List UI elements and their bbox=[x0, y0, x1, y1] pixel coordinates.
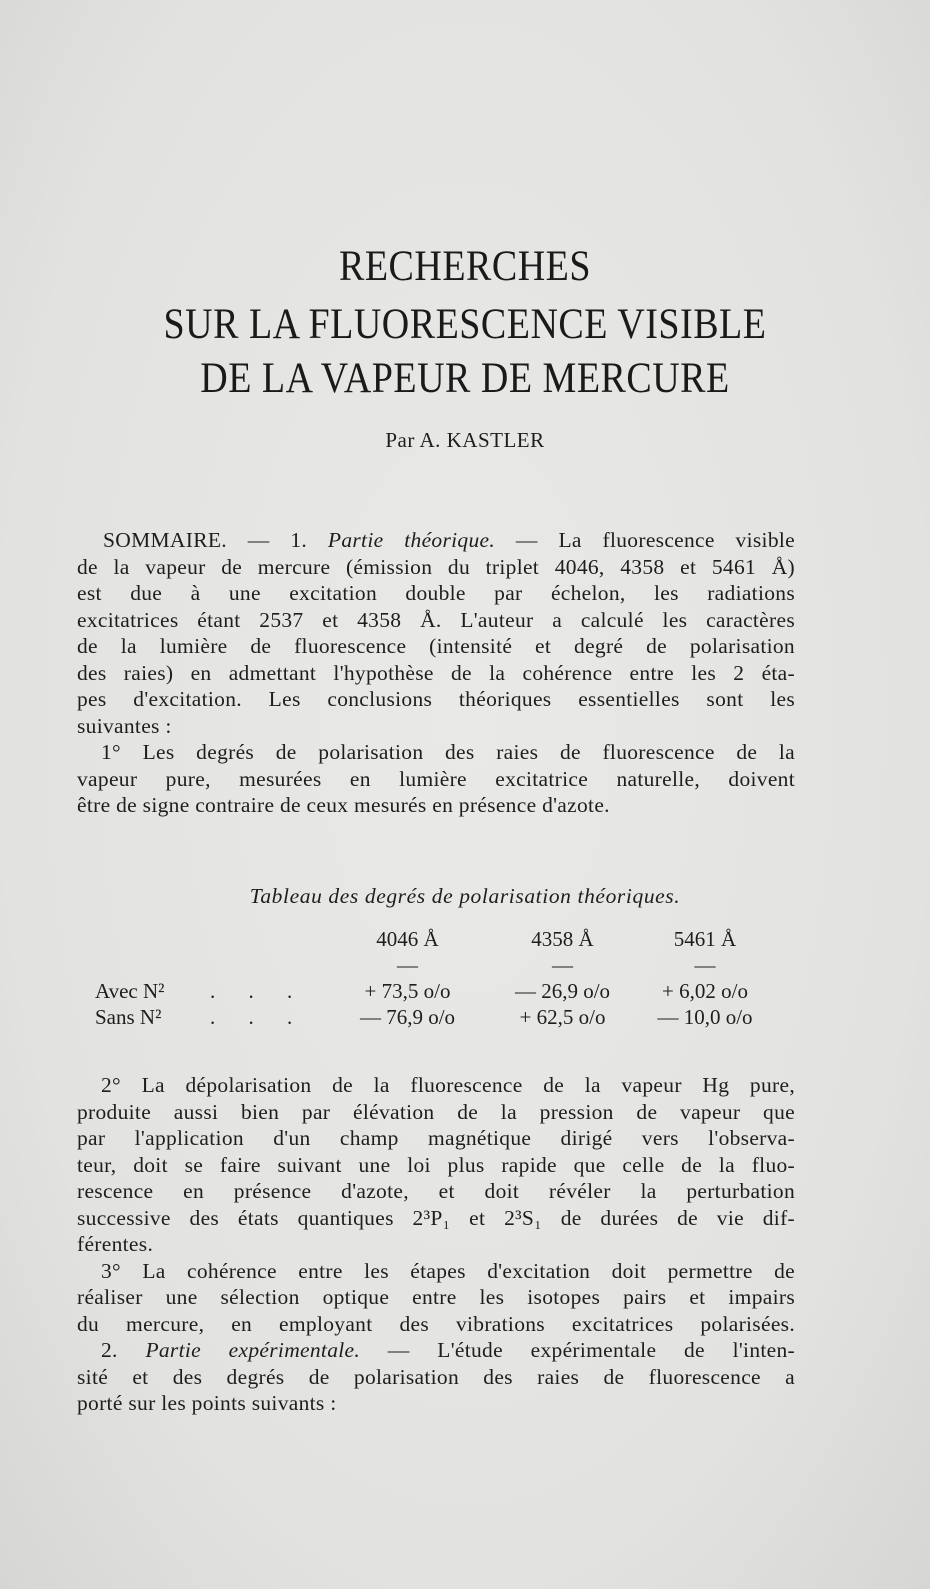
body-line: sité et des degrés de polarisation des raies de fluorescence a bbox=[77, 1364, 795, 1389]
table-cell: + 62,5 o/o bbox=[519, 1004, 606, 1029]
body-line: réaliser une sélection optique entre les isotopes pairs et impairs bbox=[77, 1285, 795, 1309]
table-dash-row bbox=[95, 952, 770, 978]
part2-rest: — L'étude expérimentale de l'inten- bbox=[360, 1338, 795, 1362]
table-row bbox=[95, 1004, 770, 1030]
table-cell: — 76,9 o/o bbox=[359, 1004, 456, 1029]
summary-line: pes d'excitation. Les conclusions théoriques essentielles sont les bbox=[77, 687, 795, 711]
table-header-row bbox=[95, 926, 770, 952]
table-cell: — 26,9 o/o bbox=[514, 978, 611, 1003]
summary-lead: SOMMAIRE. — 1. bbox=[103, 528, 328, 552]
summary-line bbox=[77, 527, 795, 554]
summary-line: de la lumière de fluorescence (intensité et degré de polarisation bbox=[77, 634, 795, 658]
column-header: 4358 Å bbox=[531, 927, 594, 951]
summary-line: des raies) en admettant l'hypothèse de la cohérence entre les 2 éta- bbox=[77, 660, 795, 685]
table-cell: + 6,02 o/o bbox=[662, 978, 748, 1003]
conclusions-paragraph bbox=[77, 1072, 795, 1417]
body-line bbox=[77, 1258, 795, 1285]
summary-line bbox=[77, 739, 795, 766]
part2-number: 2. bbox=[101, 1338, 146, 1362]
leader-dots: . . . bbox=[210, 978, 307, 1003]
table-caption: Tableau des degrés de polarisation théoriques. bbox=[249, 884, 681, 908]
table-cell: — 10,0 o/o bbox=[657, 1004, 753, 1029]
summary-line: excitatrices étant 2537 et 4358 Å. L'auteur a calculé les caractères bbox=[77, 607, 795, 632]
header-rule: — bbox=[552, 952, 573, 977]
row-label: Avec N² bbox=[95, 978, 165, 1003]
part1-heading: Partie théorique. bbox=[327, 528, 496, 552]
part2-heading: Partie expérimentale. bbox=[145, 1338, 361, 1362]
row-label: Sans N² bbox=[95, 1004, 162, 1029]
summary-paragraph bbox=[77, 527, 795, 819]
body-line: successive des états quantiques 2³P₁ et 2³S₁ de durées de vie dif- bbox=[77, 1205, 795, 1230]
summary-line: est due à une excitation double par échelon, les radiations bbox=[77, 581, 795, 605]
table-cell: + 73,5 o/o bbox=[364, 978, 451, 1003]
polarisation-table bbox=[95, 926, 770, 1030]
body-line: teur, doit se faire suivant une loi plus rapide que celle de la fluo- bbox=[77, 1152, 795, 1177]
conclusion-3-start: 3° La cohérence entre les étapes d'excitation doit permettre de bbox=[101, 1258, 795, 1283]
body-line: rescence en présence d'azote, et doit révéler la perturbation bbox=[77, 1179, 795, 1203]
author-byline: Par A. KASTLER bbox=[385, 428, 545, 452]
header-rule: — bbox=[397, 952, 418, 977]
title-line-3: DE LA VAPEUR DE MERCURE bbox=[200, 353, 730, 403]
table-row bbox=[95, 978, 770, 1004]
summary-line: de la vapeur de mercure (émission du triplet 4046, 4358 et 5461 Å) bbox=[77, 554, 795, 579]
body-line bbox=[77, 1337, 795, 1364]
body-line: par l'application d'un champ magnétique dirigé vers l'observa- bbox=[77, 1126, 795, 1150]
title-line-1: RECHERCHES bbox=[338, 241, 592, 291]
leader-dots: . . . bbox=[210, 1004, 307, 1029]
summary-line-rest: — La fluorescence visible bbox=[495, 528, 795, 552]
header-rule: — bbox=[694, 952, 716, 977]
body-line: férentes. bbox=[77, 1232, 154, 1256]
body-line: du mercure, en employant des vibrations excitatrices polarisées. bbox=[77, 1311, 795, 1336]
body-line bbox=[77, 1072, 795, 1099]
conclusion-1-start: 1° Les degrés de polarisation des raies de fluorescence de la bbox=[101, 740, 795, 764]
conclusion-2-start: 2° La dépolarisation de la fluorescence de la vapeur Hg pure, bbox=[101, 1073, 795, 1097]
title-line-2: SUR LA FLUORESCENCE VISIBLE bbox=[163, 299, 767, 349]
body-line: porté sur les points suivants : bbox=[77, 1391, 337, 1415]
summary-line: suivantes : bbox=[77, 713, 172, 738]
summary-line: vapeur pure, mesurées en lumière excitatrice naturelle, doivent bbox=[77, 766, 795, 791]
column-header: 5461 Å bbox=[673, 927, 737, 951]
body-line: produite aussi bien par élévation de la pression de vapeur que bbox=[77, 1099, 795, 1124]
column-header: 4046 Å bbox=[376, 927, 439, 951]
summary-line: être de signe contraire de ceux mesurés en présence d'azote. bbox=[77, 793, 610, 817]
